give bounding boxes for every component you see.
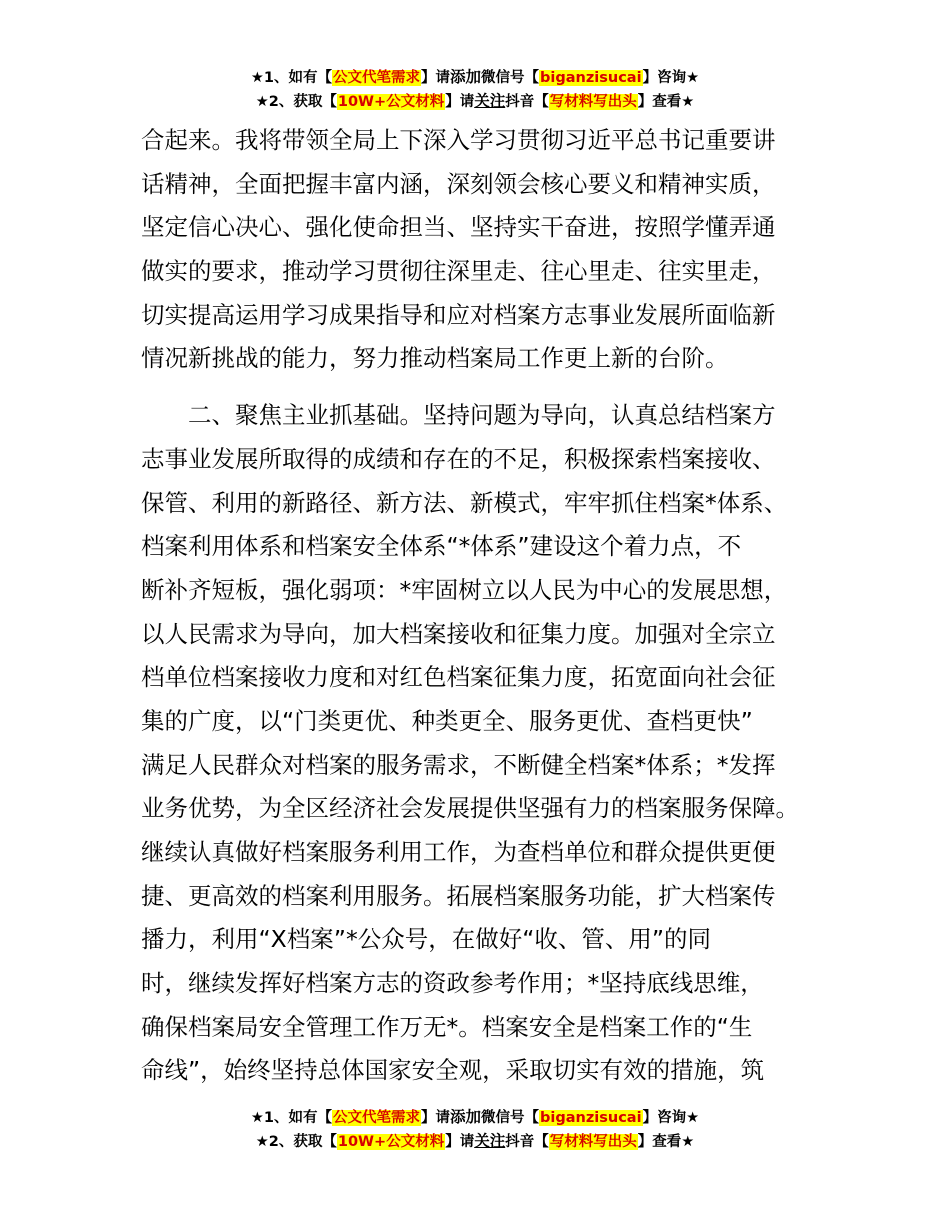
highlight-wechat-id: biganzisucai bbox=[540, 70, 642, 86]
highlight-materials: 10W+公文材料 bbox=[337, 1134, 445, 1150]
header-line-2-suffix: 】查看★ bbox=[637, 94, 695, 110]
text-line: 播力，利用“X档案”*公众号，在做好“收、管、用”的同 bbox=[141, 925, 712, 954]
text-line: 时，继续发挥好档案方志的资政参考作用；*坚持底线思维， bbox=[141, 969, 764, 998]
footer-line-1 bbox=[0, 1106, 950, 1130]
text-line: 断补齐短板，强化弱项：*牢固树立以人民为中心的发展思想， bbox=[141, 575, 788, 604]
document-body bbox=[141, 119, 821, 1093]
header-line-2-text: 】请 bbox=[445, 94, 475, 110]
text-line: 捷、更高效的档案利用服务。拓展档案服务功能，扩大档案传 bbox=[141, 881, 776, 910]
paragraph-2 bbox=[141, 394, 821, 1093]
footer-line-2-emphasis: 关注 bbox=[474, 1132, 506, 1150]
text-line: 切实提高运用学习成果指导和应对档案方志事业发展所面临新 bbox=[141, 300, 776, 329]
highlight-ghostwriting: 公文代笔需求 bbox=[333, 70, 420, 86]
text-line: 满足人民群众对档案的服务需求，不断健全档案*体系；*发挥 bbox=[141, 750, 776, 779]
highlight-materials: 10W+公文材料 bbox=[337, 94, 445, 110]
text-line: 合起来。我将带领全局上下深入学习贯彻习近平总书记重要讲 bbox=[141, 126, 776, 154]
footer-line-2-text: 】请 bbox=[445, 1134, 475, 1150]
header-line-2-prefix: ★2、获取【 bbox=[255, 94, 337, 110]
header-banner bbox=[0, 66, 950, 114]
header-line-2-text-2: 抖音【 bbox=[505, 94, 549, 110]
footer-line-2-text-2: 抖音【 bbox=[505, 1134, 549, 1150]
footer-line-1-text: 】请 bbox=[421, 1110, 450, 1126]
header-line-1-text: 】请 bbox=[421, 70, 450, 86]
text-line: 做实的要求，推动学习贯彻往深里走、往心里走、往实里走， bbox=[141, 257, 776, 286]
highlight-wechat-id: biganzisucai bbox=[540, 1110, 642, 1126]
footer-line-1-suffix: 】咨询★ bbox=[642, 1110, 700, 1126]
text-line: 继续认真做好档案服务利用工作，为查档单位和群众提供更便 bbox=[141, 838, 776, 866]
header-line-1-emphasis: 添加 bbox=[450, 68, 482, 86]
text-line: 保管、利用的新路径、新方法、新模式，牢牢抓住档案*体系、 bbox=[141, 488, 788, 517]
footer-line-2-prefix: ★2、获取【 bbox=[255, 1134, 337, 1150]
text-line: 档案利用体系和档案安全体系“*体系”建设这个着力点，不 bbox=[141, 532, 742, 561]
footer-line-1-emphasis: 添加 bbox=[450, 1108, 482, 1126]
footer-line-2-suffix: 】查看★ bbox=[637, 1134, 695, 1150]
text-line: 情况新挑战的能力，努力推动档案局工作更上新的台阶。 bbox=[141, 344, 729, 373]
header-line-1-suffix: 】咨询★ bbox=[642, 70, 700, 86]
text-line: 集的广度，以“门类更优、种类更全、服务更优、查档更快” bbox=[141, 706, 753, 735]
text-line: 话精神，全面把握丰富内涵，深刻领会核心要义和精神实质， bbox=[141, 169, 776, 198]
highlight-ghostwriting: 公文代笔需求 bbox=[333, 1110, 420, 1126]
text-line: 命线”，始终坚持总体国家安全观，采取切实有效的措施，筑 bbox=[141, 1056, 765, 1085]
text-line: 二、聚焦主业抓基础。坚持问题为导向，认真总结档案方 bbox=[188, 401, 776, 430]
paragraph-1 bbox=[141, 119, 821, 381]
header-line-1-text-2: 微信号【 bbox=[481, 70, 540, 86]
header-line-1 bbox=[0, 66, 950, 90]
footer-banner bbox=[0, 1106, 950, 1154]
highlight-douyin: 写材料写出头 bbox=[549, 94, 637, 110]
header-line-1-prefix: ★1、如有【 bbox=[250, 70, 332, 86]
header-line-2 bbox=[0, 90, 950, 114]
text-line: 业务优势，为全区经济社会发展提供坚强有力的档案服务保障。 bbox=[141, 794, 799, 823]
paragraph-gap bbox=[141, 381, 821, 394]
footer-line-1-text-2: 微信号【 bbox=[481, 1110, 540, 1126]
text-line: 以人民需求为导向，加大档案接收和征集力度。加强对全宗立 bbox=[141, 619, 776, 648]
text-line: 档单位档案接收力度和对红色档案征集力度，拓宽面向社会征 bbox=[141, 663, 776, 692]
text-line: 确保档案局安全管理工作万无*。档案安全是档案工作的“生 bbox=[141, 1012, 753, 1041]
header-line-2-emphasis: 关注 bbox=[474, 92, 506, 110]
highlight-douyin: 写材料写出头 bbox=[549, 1134, 637, 1150]
footer-line-1-prefix: ★1、如有【 bbox=[250, 1110, 332, 1126]
footer-line-2 bbox=[0, 1130, 950, 1154]
text-line: 志事业发展所取得的成绩和存在的不足，积极探索档案接收、 bbox=[141, 444, 776, 473]
text-line: 坚定信心决心、强化使命担当、坚持实干奋进，按照学懂弄通 bbox=[141, 213, 776, 242]
